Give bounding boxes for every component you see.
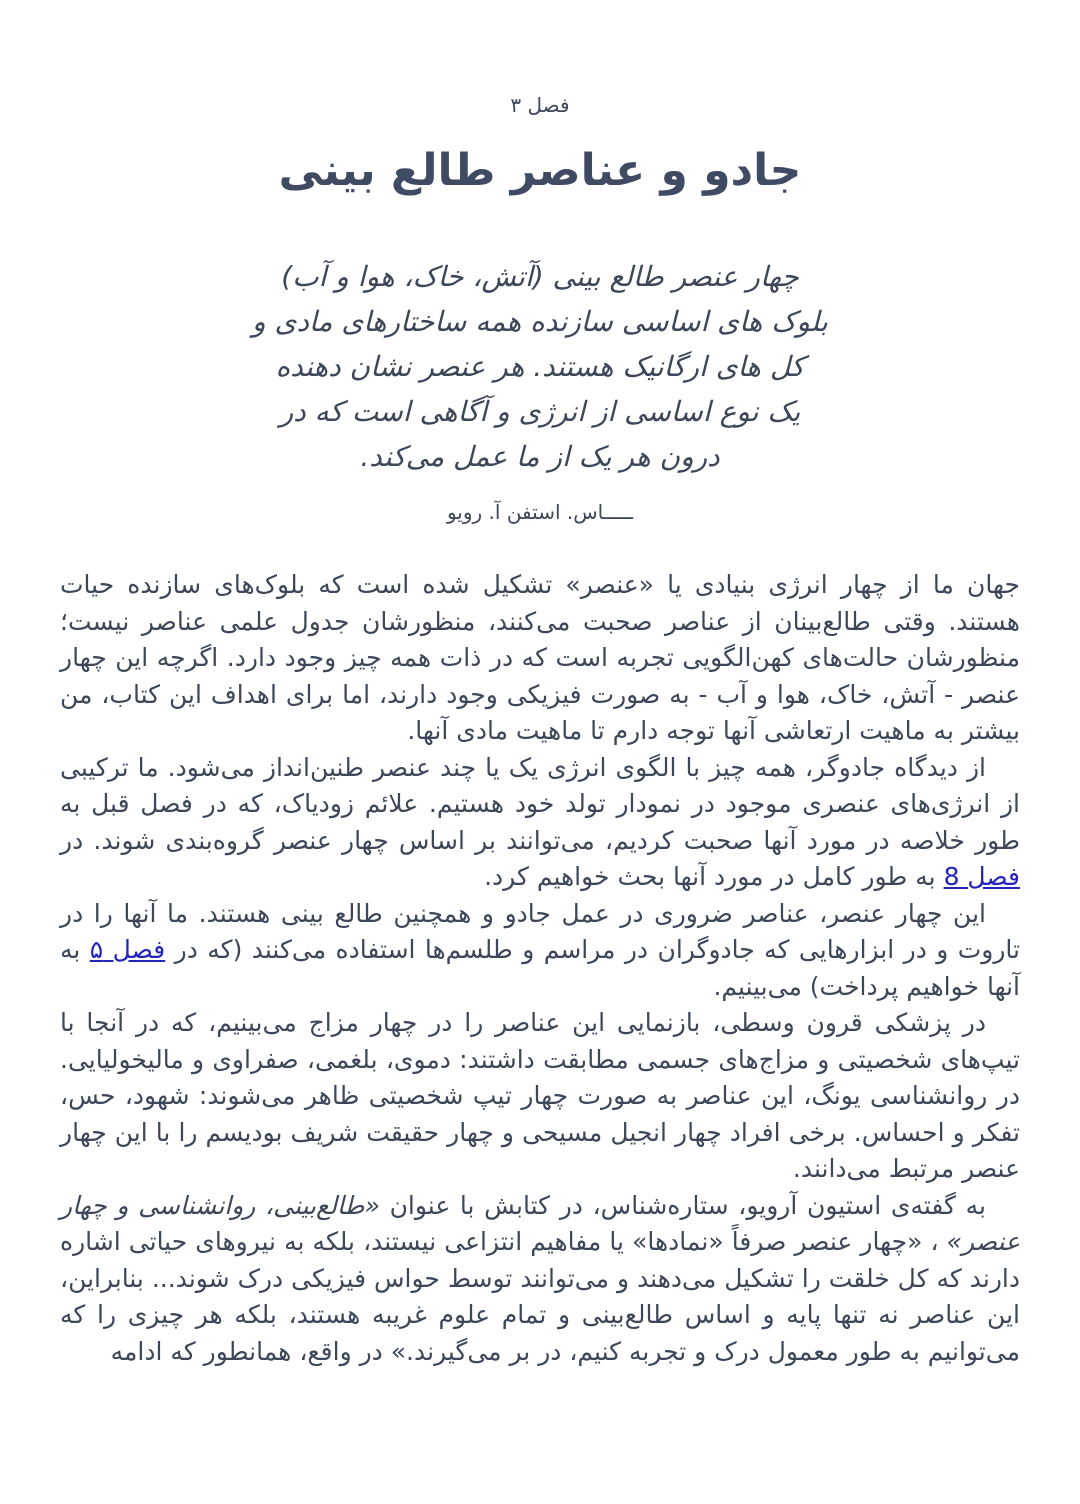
page-title: جادو و عناصر طالع بینی [278, 145, 802, 196]
epigraph-line: چهار عنصر طالع بینی (آتش، خاک، هوا و آب) [281, 260, 799, 293]
paragraph-2-text-a: از دیدگاه جادوگر، همه چیز با الگوی انرژی یک یا چند عنصر طنین‌انداز می‌شود. ما ترکیبی از انرژی‌های عنصری موجود در نمودار تولد خود هستیم. علائم زودیاک، که در فصل قبل به طور خلاصه در مورد آنها صحبت کردیم، می‌توانند بر اساس چهار عنصر گروه‌بندی شوند. در [60, 752, 1020, 855]
paragraph-4-text: در پزشکی قرون وسطی، بازنمایی این عناصر را در چهار مزاج می‌بینیم، که در آنجا با تیپ‌های شخصیتی و مزاج‌های جسمی مطابقت داشتند: دموی، بلغمی، صفراوی و مالیخولیایی. در روانشناسی یونگ، این عناصر به صورت چهار تیپ شخصیتی ظاهر می‌شوند: شهود، حس، تفکر و احساس. برخی افراد چهار انجیل مسیحی و چهار حقیقت شریف بودیسم را با این چهار عنصر مرتبط می‌دانند. [60, 1008, 1020, 1183]
paragraph-3-text-b: به آنها خواهیم پرداخت) می‌بینیم. [60, 935, 1020, 1001]
paragraph-1 [60, 567, 1020, 750]
paragraph-2 [60, 750, 1020, 896]
epigraph-line: بلوک های اساسی سازنده همه ساختارهای مادی و [252, 305, 828, 338]
body-text [60, 567, 1020, 1370]
epigraph-line: درون هر یک از ما عمل می‌کند. [360, 440, 720, 473]
paragraph-5-text-a: به گفته‌ی استیون آرویو، ستاره‌شناس، در کتابش با عنوان [379, 1190, 986, 1220]
paragraph-2-text-b: به طور کامل در مورد آنها بحث خواهیم کرد. [484, 862, 944, 891]
epigraph-quote [190, 254, 890, 525]
book-title-italic: «طالع‌بینی، روانشناسی و چهار عنصر» [60, 1190, 1020, 1256]
paragraph-5-text-b: ، «چهار عنصر صرفاً «نمادها» یا مفاهیم انتزاعی نیستند، بلکه به نیروهای حیاتی اشاره دارند که کل خلقت را تشکیل می‌دهند و می‌توانند توسط حواس فیزیکی درک شوند... بنابراین، این عناصر نه تنها پایه و اساس طالع‌بینی و تمام علوم غریبه هستند، بلکه هر چیزی را که می‌توانیم به طور معمول درک و تجربه کنیم، در بر می‌گیرند.» در واقع، همانطور که ادامه [60, 1227, 1020, 1366]
epigraph-line: یک نوع اساسی از انرژی و آگاهی است که در [279, 395, 801, 428]
chapter-number: فصل ۳ [510, 93, 570, 117]
paragraph-1-text: جهان ما از چهار انرژی بنیادی یا «عنصر» تشکیل شده است که بلوک‌های سازنده حیات هستند. وقتی طالع‌بینان از عناصر صحبت می‌کنند، منظورشان جدول علمی عناصر نیست؛ منظورشان حالت‌های کهن‌الگویی تجربه است که در ذات همه چیز وجود دارد. اگرچه این چهار عنصر - آتش، خاک، هوا و آب - به صورت فیزیکی وجود دارند، اما برای اهداف این کتاب، من بیشتر به ماهیت ارتعاشی آنها توجه دارم تا ماهیت مادی آنها. [60, 570, 1020, 745]
paragraph-5 [60, 1188, 1020, 1371]
chapter-8-link[interactable]: فصل 8 [943, 862, 1020, 891]
paragraph-4 [60, 1005, 1020, 1188]
chapter-5-link[interactable]: فصل ۵ [89, 935, 166, 964]
epigraph-line: کل های ارگانیک هستند. هر عنصر نشان دهنده [275, 350, 805, 383]
paragraph-3 [60, 896, 1020, 1006]
epigraph-attribution: ـــــاس. استفن آ. رویو [446, 500, 634, 524]
paragraph-3-text-a: این چهار عنصر، عناصر ضروری در عمل جادو و همچنین طالع بینی هستند. ما آنها را در تاروت و در ابزارهایی که جادوگران در مراسم و طلسم‌ها استفاده می‌کنند (که در [60, 898, 1021, 964]
